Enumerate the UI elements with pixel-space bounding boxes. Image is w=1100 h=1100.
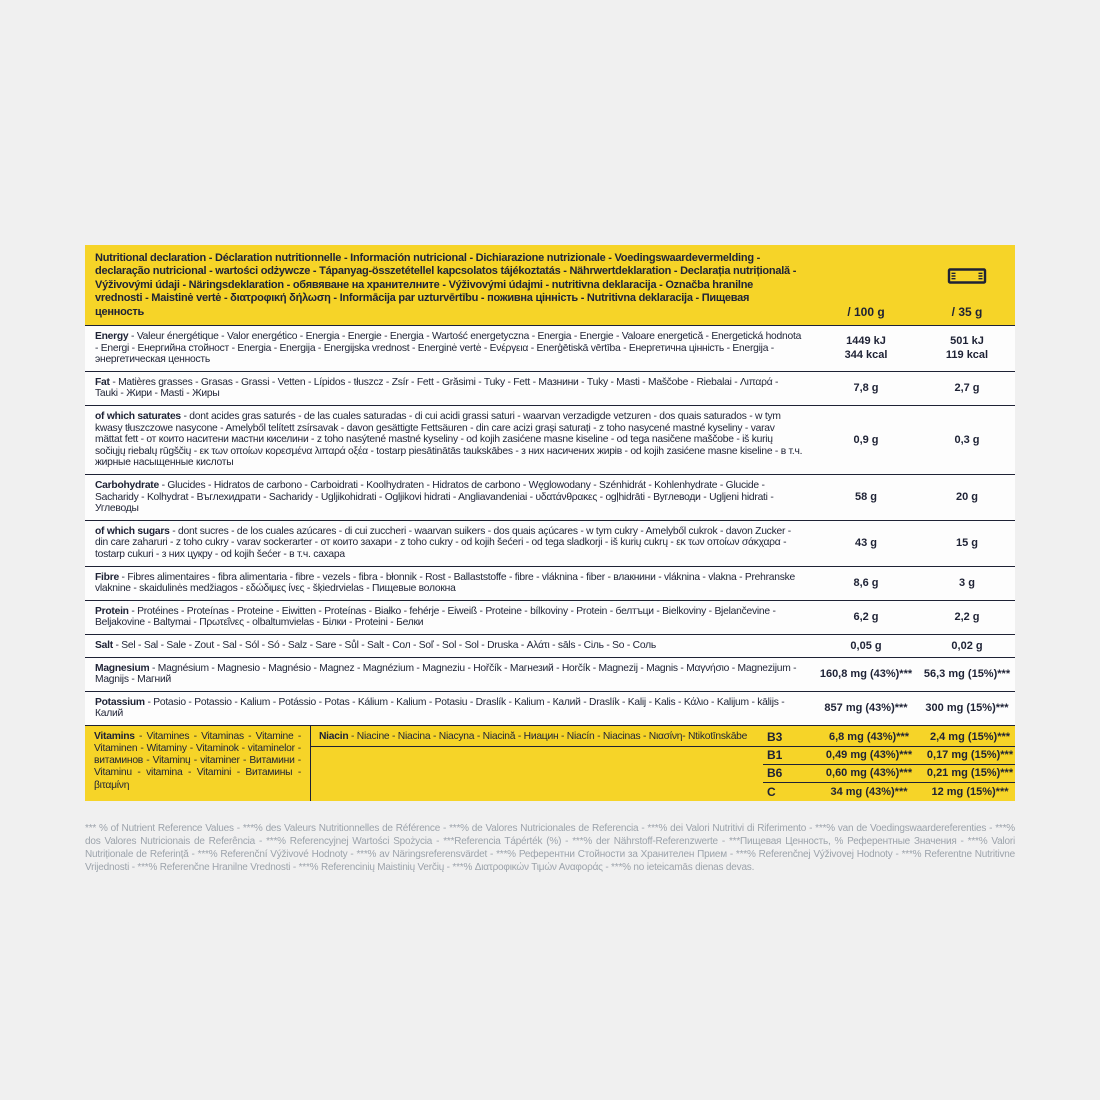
row-label: [85, 638, 813, 654]
row-sugars: [85, 520, 1015, 566]
value-per-35g: 0,3 g: [954, 433, 980, 446]
header-title-rest: - Déclaration nutritionnelle - Información nutricional - Dichiarazione nutrizionale - Voedingswaardevermelding - declaração nutricional - wartości odżywcze - Tápanyag-összetétellel kapcsolatos tájékoztatás - Nährwertdeklaration - Declarația nutrițională - Výživovými údaji - Näringsdeklaration - обявяване на хранителните - Výživovými údajmi - nutritivna deklaracija - Označba hranilne vrednosti - Maistinė vertė - διατροφική δήλωση - Informācija par uzturvērtību - поживна цінність - Nutritivna deklaracija - Пищевая ценность: [95, 252, 797, 318]
value-per-100g: 7,8 g: [853, 382, 879, 395]
row-label: [85, 409, 813, 471]
row-lead: Fat: [95, 376, 110, 388]
value-per-100g: 0,9 g: [853, 433, 879, 446]
value-per-100g: 34 mg (43%)***: [830, 785, 908, 798]
row-lead: Protein: [95, 605, 129, 617]
icon-wrap: [919, 267, 1015, 290]
row-label: [85, 478, 813, 517]
row-magnesium: [85, 657, 1015, 691]
row-lead: Salt: [95, 639, 113, 651]
value-per-100g: 1449 kJ 344 kcal: [844, 335, 888, 362]
vitamins-lead: Vitamins: [94, 730, 135, 742]
row-lead: Carbohydrate: [95, 479, 159, 491]
row-label: [85, 524, 813, 563]
vitamin-row-b3: [311, 728, 1015, 747]
vitamins-values: [310, 726, 1015, 801]
row-rest: - Potasio - Potassio - Kalium - Potássio - Potas - Kálium - Kalium - Potasiu - Draslík - Kalium - Калий - Draslík - Kalij - Kalis - Κάλιο - Kalijum - kālijs - Калий: [95, 696, 785, 720]
header-title-lead: Nutritional declaration: [95, 252, 206, 264]
row-protein: [85, 600, 1015, 634]
value-per-100g: 0,60 mg (43%)***: [825, 767, 913, 780]
table-header: [85, 245, 1015, 325]
value-per-100g: 160,8 mg (43%)***: [819, 668, 913, 681]
row-label: [85, 661, 813, 688]
value-per-35g: 0,17 mg (15%)***: [926, 749, 1014, 762]
row-lead: Fibre: [95, 571, 119, 583]
row-lead: Magnesium: [95, 662, 150, 674]
row-rest: - Magnésium - Magnesio - Magnésio - Magnez - Magnézium - Magneziu - Hořčík - Магнезий - Horčík - Magnezij - Magnis - Μαγνήσιο - Magnezijum - Magnijs - Магний: [95, 662, 797, 686]
value-per-100g: 58 g: [854, 491, 877, 504]
value-per-35g: 300 mg (15%)***: [925, 702, 1009, 715]
row-rest: - Fibres alimentaires - fibra alimentaria - fibre - vezels - fibra - błonnik - Rost - Ballaststoffe - fibre - vláknina - fiber - влакнини - vláknina - vlakna - Prehranske vlaknine - skaidulinės medžiagos - εδώδιμες ίνες - šķiedrvielas - Пищевые волокна: [95, 571, 796, 595]
header-title: [95, 252, 800, 319]
vitamin-row-b6: [311, 765, 1015, 783]
row-label: [85, 329, 813, 368]
value-per-100g: 857 mg (43%)***: [824, 702, 908, 715]
vitamins-label: [85, 726, 310, 801]
vitamin-code: C: [767, 784, 776, 799]
row-lead: Potassium: [95, 696, 145, 708]
value-per-35g: 0,02 g: [951, 639, 983, 652]
value-per-35g: 2,2 g: [954, 611, 980, 624]
row-rest: - Glucides - Hidratos de carbono - Carboidrati - Koolhydraten - Hidratos de carbono - Węglowodany - Szénhidrát - Kohlenhydrate - Glucide - Sacharidy - Kolhydrat - Въглехидрати - Sacharidy - Ugljikohidrati - Ogljikovi hidrati - Angliavandeniai - υδατάνθρακες - ogļhidrāti - Вуглеводи - Ugljeni hidrati - Углеводы: [95, 479, 774, 515]
column-header-per-35g: / 35 g: [951, 305, 983, 320]
value-per-35g: 0,21 mg (15%)***: [926, 767, 1014, 780]
value-per-35g: 15 g: [955, 537, 978, 550]
spacer: [311, 755, 763, 757]
row-salt: [85, 634, 1015, 657]
value-per-100g: 6,8 mg (43%)***: [828, 730, 910, 743]
row-label: [85, 604, 813, 631]
row-label: [85, 375, 813, 402]
row-label: [85, 695, 813, 722]
value-per-35g: 2,4 mg (15%)***: [929, 730, 1011, 743]
row-fibre: [85, 566, 1015, 600]
value-per-35g: 56,3 mg (15%)***: [923, 668, 1011, 681]
row-label: [85, 570, 813, 597]
spacer: [311, 773, 763, 775]
row-rest: - Valeur énergétique - Valor energético - Energia - Energie - Energia - Wartość energetyczna - Energia - Energie - Valoare energetică - Energetická hodnota - Energi - Енергийна стойност - Energia - Energija - Energijska vrednost - Energinė vertė - Ενέργεια - Enerģētiskā vērtība - Енергетична цінність - Energija - энергетическая ценность: [95, 331, 802, 366]
value-per-35g: 12 mg (15%)***: [931, 785, 1009, 798]
row-potassium: [85, 691, 1015, 725]
wrapped-bar-icon: [947, 267, 987, 290]
row-lead: of which saturates: [95, 411, 181, 422]
column-header-per-100g: / 100 g: [847, 305, 885, 320]
vitamin-row-c: [311, 783, 1015, 801]
row-rest: - Protéines - Proteínas - Proteine - Eiwitten - Proteínas - Białko - fehérje - Eiweiß - Proteine - bílkoviny - Protein - белтъци - Bielkoviny - Bjelančevine - Beljakovine - Baltymai - Πρωτεΐνες - olbaltumvielas - Білки - Proteini - Белки: [95, 605, 776, 629]
row-rest: - Matières grasses - Grasas - Grassi - Vetten - Lípidos - tłuszcz - Zsír - Fett - Grăsimi - Tuky - Fett - Мазнини - Tuky - Masti - Maščobe - Riebalai - Λιπαρά - Tauki - Жири - Masti - Жиры: [95, 376, 779, 400]
row-carbohydrate: [85, 474, 1015, 520]
vitamin-code: B1: [767, 748, 783, 763]
vitamin-values: [763, 783, 1015, 801]
vitamin-values: [763, 728, 1015, 746]
nrv-footnote: *** % of Nutrient Reference Values - ***% des Valeurs Nutritionnelles de Référence - ***% de Valores Nutricionales de Referencia - ***% dei Valori Nutritivi di Riferimento - ***% van de Voedingswaardereferenties - ***% dos Valores Nutricionais de Referência - ***% Referencyjnej Wartości Spożycia - ***Referencia Tápérték (%) - ***% der Nährstoff-Referenzwerte - ***Пищевая Ценность, % Референтные Значения - ***% Valori Nutriționale de Referință - ***% Referenční Výživové Hodnoty - ***% av Näringsreferensvärdet - ***% Референтни Стойности за Хранителен Прием - ***% Referenčnej Výživovej Hodnoty - ***% Referentne Nutritivne Vrijednosti - ***% Referenčne Hranilne Vrednosti - ***% Referencinių Maistinių Verčių - ***% Διατροφικών Τιμών Αναφοράς - ***% no ieteicamās dienas devas.: [85, 823, 1015, 873]
vitamin-code: B3: [767, 729, 783, 744]
vitamin-values: [763, 747, 1015, 765]
row-lead: of which sugars: [95, 525, 170, 537]
vitamin-code: B6: [767, 766, 783, 781]
vitamin-values: [763, 765, 1015, 783]
value-per-100g: 0,05 g: [850, 639, 882, 652]
row-rest: - dont sucres - de los cuales azúcares - di cui zuccheri - waarvan suikers - dos quais açúcares - w tym cukry - Amelyből cukrok - davon Zucker - din care zaharuri - z toho cukry - varav sockerarter - от които захари - z toho cukry - od kojih šećeri - od tega sladkorji - iš kurių cukrų - εκ των οποίων σάκχαρα - tostarp cukuri - з них цукру - od kojih šećer - в т.ч. сахара: [95, 525, 791, 560]
value-per-100g: 8,6 g: [853, 577, 879, 590]
row-fat: [85, 371, 1015, 405]
row-saturates: [85, 405, 1015, 474]
row-energy: [85, 325, 1015, 371]
niacin-lead: Niacin: [319, 731, 349, 743]
value-per-100g: 6,2 g: [853, 611, 879, 624]
row-lead: Energy: [95, 331, 129, 343]
value-per-35g: 2,7 g: [954, 382, 980, 395]
niacin-label: [311, 730, 763, 743]
nutrition-declaration-table: [85, 245, 1015, 801]
vitamin-row-b1: [311, 747, 1015, 765]
value-per-35g: 501 kJ 119 kcal: [945, 335, 989, 362]
row-rest: - dont acides gras saturés - de las cuales saturadas - di cui acidi grassi saturi - waarvan verzadigde vetzuren - dos quais saturados - w tym kwasy tłuszczowe nasycone - Amelyből telített zsírsavak - davon gesättigte Fettsäuren - din care acizi grași saturați - z toho nasycené mastné kyseliny - varav mättat fett - от които наситени мастни киселини - z toho nasýtené mastné kyseliny - od kojih zasićene masne kiseline - od tega nasičene maščobe - iš kurių sočiųjų riebalų rūgščių - εκ των οποίων κορεσμένα λιπαρά οξέα - tostarp piesātinātās taukskābes - з них насичених жирів - od kojih zasićene masne kiseline - в т.ч. жирные насыщенные кислоты: [95, 411, 803, 469]
value-per-100g: 43 g: [854, 537, 877, 550]
value-per-100g: 0,49 mg (43%)***: [825, 749, 913, 762]
value-per-35g: 20 g: [955, 491, 978, 504]
row-rest: - Sel - Sal - Sale - Zout - Sal - Sól - Só - Salz - Sare - Sůl - Salt - Сол - Soľ - Sol - Sol - Druska - Αλάτι - sāls - Сіль - So - Соль: [112, 639, 656, 651]
niacin-rest: - Niacine - Niacina - Niacyna - Niacină - Ниацин - Niacín - Niacinas - Νιασίνη- Ntikotīnskābe: [348, 731, 748, 743]
spacer: [311, 791, 763, 793]
value-per-35g: 3 g: [959, 577, 975, 590]
vitamins-section: [85, 725, 1015, 801]
vitamins-rest: - Vitamines - Vitaminas - Vitamine - Vitaminen - Witaminy - Vitaminok - vitaminelor - витаминов - Vitaminų - vitaminer - Витамини - Vitaminu - vitamina - Vitamini - Витамины - βιταμίνη: [94, 730, 301, 791]
